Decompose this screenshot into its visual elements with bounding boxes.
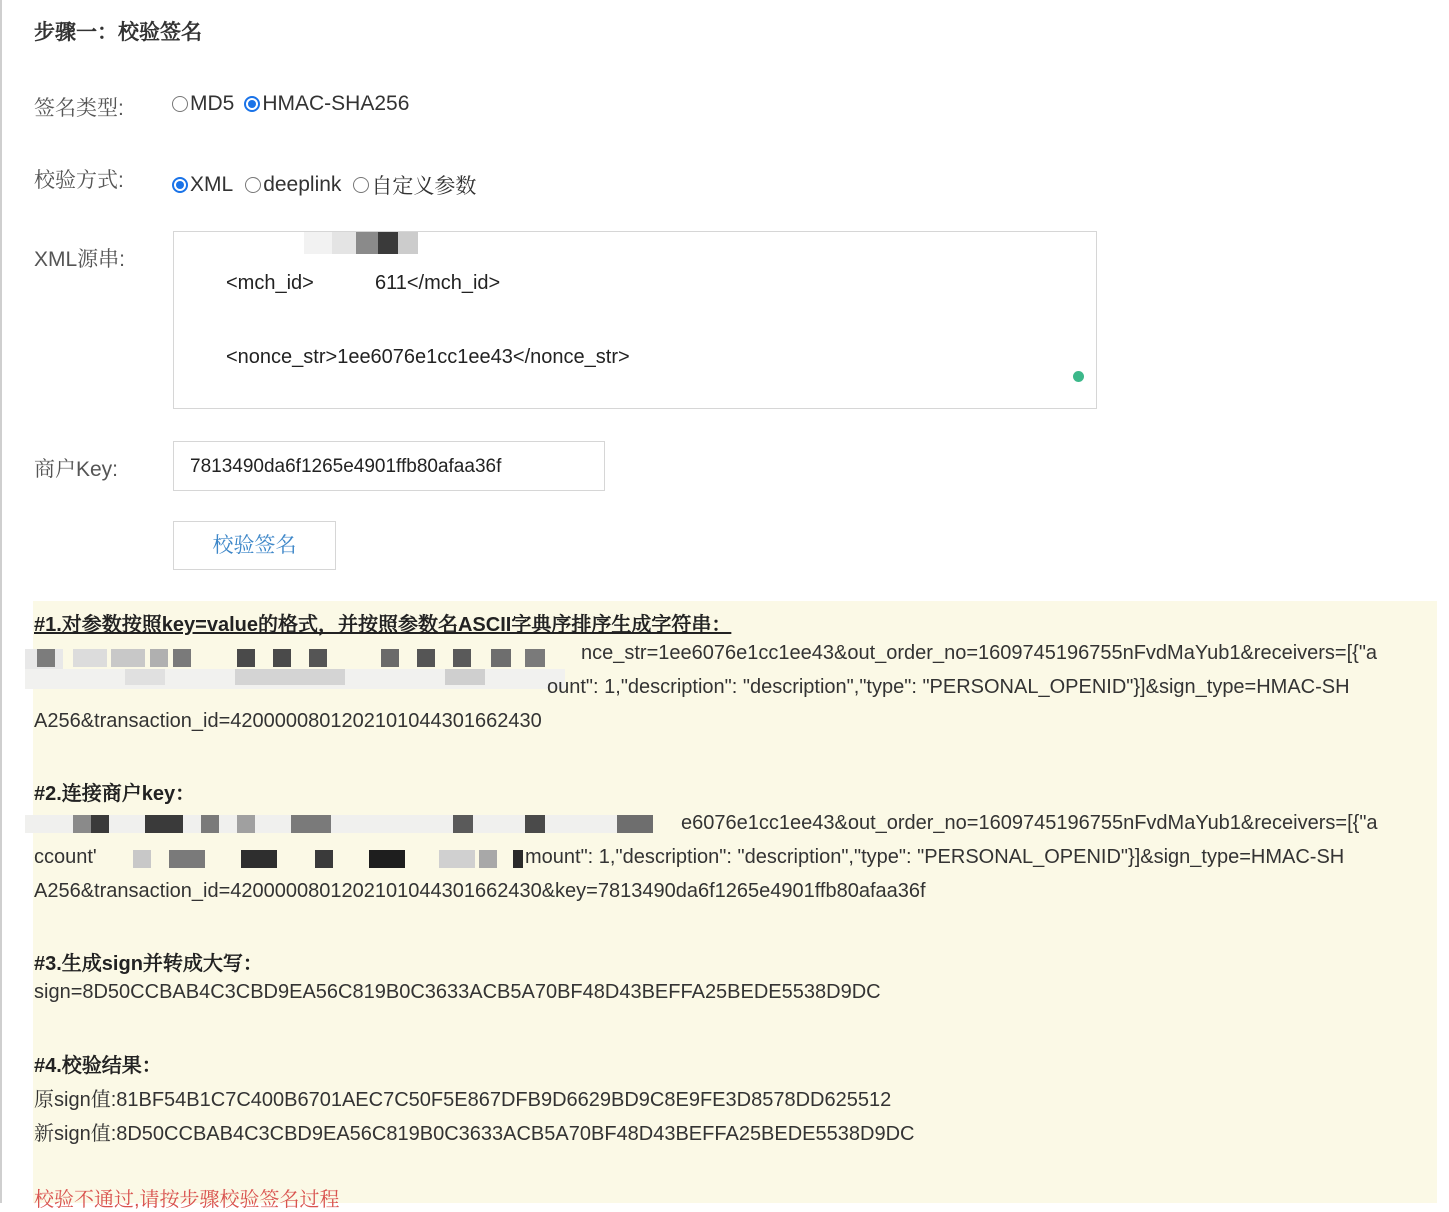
radio-hmac-sha256-label: HMAC-SHA256 <box>262 92 410 115</box>
step2-line2: mount": 1,"description": "description","type": "PERSONAL_OPENID"}]&sign_type=HMAC-SH <box>525 846 1345 868</box>
step4-heading: #4.校验结果： <box>34 1055 162 1077</box>
sign-type-label: 签名类型: <box>34 97 124 120</box>
step1-line3: A256&transaction_id=4200000801202101044301662430 <box>34 710 542 732</box>
step2-line1: e6076e1cc1ee43&out_order_no=1609745196755nFvdMaYub1&receivers=[{"a <box>681 812 1378 834</box>
radio-custom-params-label: 自定义参数 <box>371 175 477 198</box>
step1-line2: ount": 1,"description": "description","type": "PERSONAL_OPENID"}]&sign_type=HMAC-SH <box>547 676 1350 698</box>
step1-line1: nce_str=1ee6076e1cc1ee43&out_order_no=1609745196755nFvdMaYub1&receivers=[{"a <box>581 642 1378 664</box>
xml-line-mch-id: <mch_id> 611</mch_id> <box>226 272 501 294</box>
result-panel <box>33 601 1437 1211</box>
xml-source-content <box>189 231 1094 409</box>
radio-deeplink-label: deeplink <box>263 173 342 196</box>
xml-source-textarea[interactable] <box>173 231 1097 409</box>
radio-custom-params-circle[interactable] <box>353 177 369 193</box>
radio-custom-params[interactable] <box>353 170 476 200</box>
merchant-key-input[interactable]: 7813490da6f1265e4901ffb80afaa36f <box>173 441 605 491</box>
new-sign-value: 新sign值:8D50CCBAB4C3CBD9EA56C819B0C3633ACB5A70BF48D43BEFFA25BEDE5538D9DC <box>34 1123 915 1145</box>
step2-line3: A256&transaction_id=4200000801202101044301662430&key=7813490da6f1265e4901ffb80afaa36f <box>34 880 926 902</box>
step2-line2-prefix: ccount' <box>34 846 97 868</box>
xml-line-nonce-str: <nonce_str>1ee6076e1cc1ee43</nonce_str> <box>226 345 630 368</box>
left-border <box>0 0 2 1203</box>
radio-md5-label: MD5 <box>190 92 235 115</box>
original-sign-value: 原sign值:81BF54B1C7C400B6701AEC7C50F5E867DFB9D6629BD9C8E9FE3D8578DD625512 <box>34 1089 892 1111</box>
radio-xml-circle[interactable] <box>172 177 188 193</box>
verify-fail-message: 校验不通过,请按步骤校验签名过程 <box>34 1189 340 1211</box>
xml-source-label: XML源串: <box>34 248 126 271</box>
step3-sign: sign=8D50CCBAB4C3CBD9EA56C819B0C3633ACB5A70BF48D43BEFFA25BEDE5538D9DC <box>34 981 881 1003</box>
radio-xml[interactable] <box>172 173 233 197</box>
scroll-indicator <box>1073 371 1084 382</box>
radio-md5-circle[interactable] <box>172 96 188 112</box>
step2-heading: #2.连接商户key： <box>34 783 196 805</box>
merchant-key-label: 商户Key: <box>34 458 119 481</box>
step1-heading: #1.对参数按照key=value的格式，并按照参数名ASCII字典序排序生成字符串： <box>34 614 732 636</box>
page-title: 步骤一：校验签名 <box>34 21 202 44</box>
radio-deeplink[interactable] <box>245 173 341 197</box>
radio-deeplink-circle[interactable] <box>245 177 261 193</box>
radio-hmac-sha256-circle[interactable] <box>244 96 260 112</box>
step3-heading: #3.生成sign并转成大写： <box>34 953 263 975</box>
verify-sign-button[interactable]: 校验签名 <box>173 521 336 570</box>
sign-type-radio-group <box>172 92 419 116</box>
radio-md5[interactable] <box>172 92 234 116</box>
radio-hmac-sha256[interactable] <box>244 92 409 116</box>
radio-xml-label: XML <box>190 173 234 196</box>
verify-method-label: 校验方式: <box>34 169 124 192</box>
verify-method-radio-group <box>172 170 486 200</box>
